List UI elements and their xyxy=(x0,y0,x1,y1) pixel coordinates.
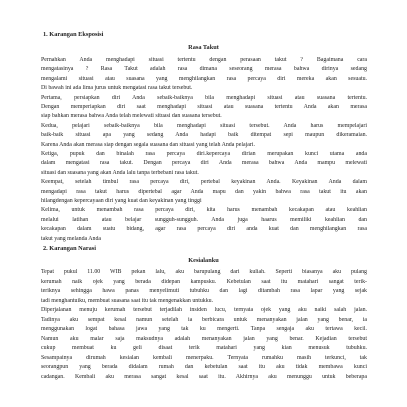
text-line: Karena Anda akan merasa siap dengan segala suasana dan situasi yang telah Anda pelajari. xyxy=(41,141,255,148)
text-line: dalam mengatasi rasa takut. Dengan percaya diri Anda merasa bahwa Anda mampu melewati xyxy=(41,160,367,167)
text-line: mengadapi rasa takut harus dipertebal agar Anda mapu dan yakin bahwa rasa takut itu akan xyxy=(41,188,367,195)
text-line: Namun aku malar saja maksudnya adalah menanyakan jalan yang benar. Kejadian tersebut xyxy=(41,335,367,342)
text-line: siap bahkan merasa bahwa Anda telah melewati situasi dan suasana tersebut. xyxy=(41,113,222,120)
text-line: Kelima, untuk menambah rasa percaya diri, kita harus menambah kecakapan atau keahlian xyxy=(41,207,367,214)
text-line: Keempat, setelah timbul rasa percaya diri, pertebal keyakinan Anda. Keyakinan Anda dalam xyxy=(41,179,367,186)
text-line: situasi dan suasana yang akan Anda lalu tanpa terbebani rasa takut. xyxy=(41,169,199,176)
section-heading-narasi: 2. Karangan Narasi xyxy=(43,245,97,252)
text-line: melalui latihan atau belajar sungguh-sungguh. Anda juga haarus memiliki keahlian dan xyxy=(41,216,367,223)
text-line: menggunakan logat bahasa jawa yang tak ku mengerti. Tanpa sengaja aku tertawa kecil. xyxy=(41,326,367,332)
text-line: Di bawah ini ada lima jurus untuk mengatasi rasa takut tersebut. xyxy=(41,85,193,92)
section-heading-eksposisi: 1. Karangan Eksposisi xyxy=(43,31,104,38)
text-line: Dengan memperiapkan diri saat menghadapi situasi atau suasana tertentu Anda akan merasa xyxy=(41,104,367,110)
text-line: mengatasinya ? Rasa Takut adalah rasa dimana seseorang merasa bahwa dirinya sedang xyxy=(41,66,367,73)
text-line: Ketiga, pupuk dan binalah rasa percaya diri.kepercaya dirian merupakan kunci utama anda xyxy=(41,151,367,157)
text-line: cukup membuat ku geli disaat terik matahari yang kian menusuk tubuhku. xyxy=(41,345,367,351)
text-line: baik-baik situasi apa yang sedang Anda hadapi baik ditempat sepi maupun dikeramaian. xyxy=(41,132,367,139)
text-line: Kedua, pelajari sebaik-baiknya bila menghadapi situasi tersebut. Anda harus mempelajari xyxy=(41,122,367,129)
text-line: Diperjalanan menuju kerumah tersebut terjadilah insiden lucu, ternyata ojek yang aku naiki salah jalan. xyxy=(41,307,367,313)
text-line: seorangpun yang berada didalam rumah dan kebetulan saat itu aku tidak membawa kunci xyxy=(41,364,367,370)
text-line: hilangdengan kepercayaan diri yang kuat dan keyakinan yang tinggi xyxy=(41,198,202,204)
essay-title-kesialanku: Kesialanku xyxy=(188,257,219,264)
text-line: takut yang melanda Anda xyxy=(41,235,102,242)
text-line: teriknya sehingga hawa panas menyelimuti tubuhku dan lagi ditambah rasa lapar yang sejak xyxy=(41,288,367,294)
text-line: Tadinya aku sempat kesal namun setelah ia berbicara untuk menanyakan jalan yang benar, ia xyxy=(41,316,367,323)
text-line: Tepat pukul 11.00 WIB pekan lalu, aku barupulang dari kuliah. Seperti biasanya aku pulang xyxy=(41,269,367,275)
essay-title-rasa-takut: Rasa Takut xyxy=(188,44,219,51)
text-line: Pertama, persiapkan diri Anda sebaik-baiknya bila menghadapi situasi atau suasana tertentu. xyxy=(41,94,367,101)
text-line: mengalami situasi atau suasana yang menghilangkan rasa percaya diri mereka akan sesuatu. xyxy=(41,75,367,82)
text-line: Pernahkan Anda menghadapi situasi tertentu dengan perasaan takut ? Bagaimana cara xyxy=(41,57,367,63)
text-line: kerumah naik ojek yang berada didepan kampusku. Kebetulan saat itu matahari sangat terik- xyxy=(41,278,367,285)
text-line: kecakapan dalam suatu bidang, agar rasa percaya diri anda kuat dan menghilangkan rasa xyxy=(41,226,367,233)
text-line: tadi menghantuiku, membuat suasana saat itu tak mengenakkan untukku. xyxy=(41,297,214,304)
text-line: cadangan. Kembali aku merasa sangat kesal saat itu. Akhirnya aku menunggu untuk beberapa xyxy=(41,373,367,380)
text-line: Sesampainya dirumah kesialan kembali menerpaku. Ternyata rumahku masih terkunci, tak xyxy=(41,354,367,361)
